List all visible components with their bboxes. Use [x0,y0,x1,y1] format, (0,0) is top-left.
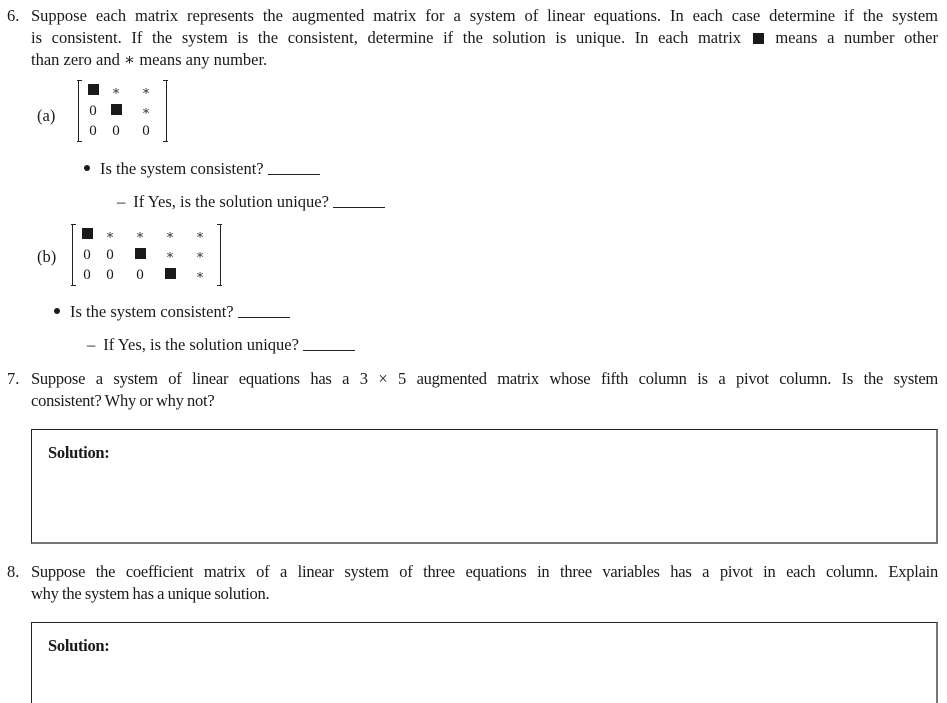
any-number-star: ∗ [135,227,145,242]
dash-icon: – [87,335,96,354]
question-b-unique: – If Yes, is the solution unique? [87,334,355,356]
solution-label: Solution: [48,636,110,655]
any-number-star: ∗ [195,227,205,242]
pivot-square-icon [101,101,131,121]
matrix-cell: 0 [89,123,97,139]
pivot-square-icon [85,81,101,101]
any-number-star: ∗ [165,227,175,242]
answer-blank-b-consistent[interactable] [238,303,290,318]
problem-text-line-1: Suppose each matrix represents the augmented matrix for a system of linear equations. In each case determine if the system [31,6,938,25]
any-number-star: ∗ [141,83,151,98]
solution-box-8[interactable] [31,622,938,703]
matrix-cell: 0 [89,103,97,119]
answer-blank-b-unique[interactable] [303,336,355,351]
answer-blank-a-consistent[interactable] [268,160,320,175]
problem-6 [7,5,938,71]
any-number-star: ∗ [111,83,121,98]
problem-number: 7. [7,369,20,388]
answer-blank-a-unique[interactable] [333,193,385,208]
problem-text-line-2: consistent? Why or why not? [31,391,215,410]
matrix-cell: 0 [142,123,150,139]
matrix-cell: 0 [112,123,120,139]
bullet-icon [84,165,90,171]
any-number-star: ∗ [195,247,205,262]
problem-number: 8. [7,562,20,581]
pivot-square-icon [125,245,155,265]
part-label: (a) [37,106,56,125]
solution-label: Solution: [48,443,110,462]
any-number-star: ∗ [141,103,151,118]
matrix-cell: 0 [106,267,114,283]
problem-text-line-2: why the system has a unique solution. [31,584,270,603]
any-number-star: ∗ [165,247,175,262]
matrix-b [72,224,221,286]
part-label: (b) [37,247,57,266]
matrix-cell: 0 [83,267,91,283]
question-a-consistent: Is the system consistent? [84,158,320,180]
problem-number: 6. [7,6,20,25]
nonzero-square-symbol [753,33,764,44]
question-b-consistent: Is the system consistent? [54,301,290,323]
pivot-square-icon [155,265,185,285]
matrix-cell: 0 [106,247,114,263]
problem-text-line-2: is consistent. If the system is the consistent, determine if the solution is unique. In each matrix means a number other [31,28,939,47]
any-number-star: ∗ [195,267,205,282]
problem-7 [7,368,938,412]
matrix-cell: 0 [83,247,91,263]
any-number-star: ∗ [105,227,115,242]
problem-text-line-3: than zero and ∗ means any number. [31,50,268,69]
pivot-square-icon [79,225,95,245]
solution-box-7[interactable] [31,429,938,544]
problem-8 [7,561,938,605]
problem-text-line-1: Suppose a system of linear equations has a 3 × 5 augmented matrix whose fifth column is a pivot column. Is the system [31,369,938,388]
matrix-cell: 0 [136,267,144,283]
question-a-unique: – If Yes, is the solution unique? [117,191,385,213]
matrix-a [78,80,167,142]
problem-text-line-1: Suppose the coefficient matrix of a linear system of three equations in three variables has a pivot in each column. Explain [31,562,938,581]
dash-icon: – [117,192,126,211]
bullet-icon [54,308,60,314]
